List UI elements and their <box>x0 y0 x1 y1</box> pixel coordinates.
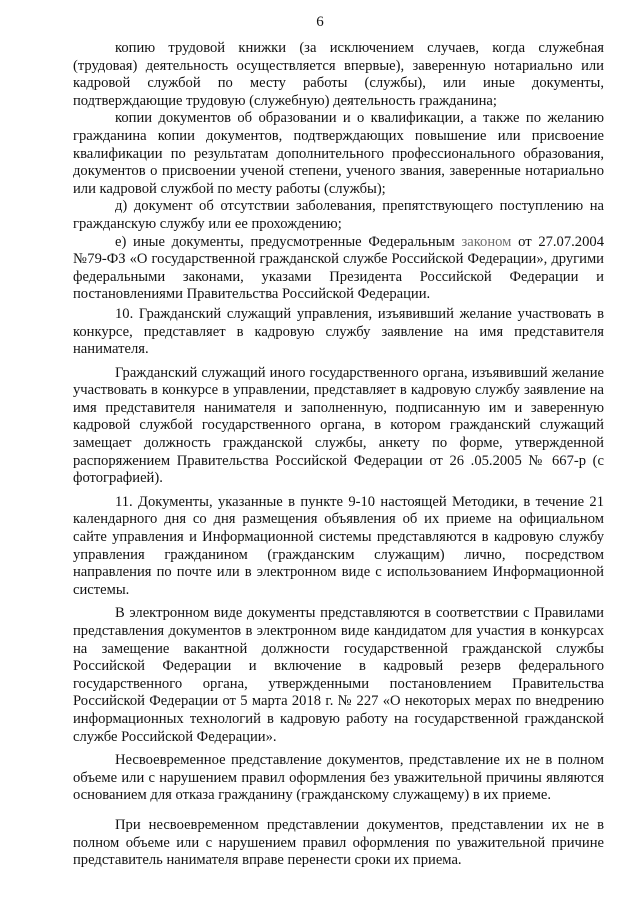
paragraph-late-submission-refusal: Несвоевременное представление документов, представление их не в полном объеме или с нарушением правил оформления без уважительной причины являются основанием для отказа гражданину (гражданскому служащему) в их приеме. <box>73 752 604 804</box>
paragraph-11: 11. Документы, указанные в пункте 9-10 настоящей Методики, в течение 21 календарного дня со дня размещения объявления об их приеме на официальном сайте управления и Информационной системы представляются в кадровую службу управления гражданином (гражданским служащим) лично, посредством направления по почте или в электронном виде с использованием Информационной системы. <box>73 493 604 598</box>
page-number: 6 <box>316 14 324 30</box>
paragraph-education-copies: копии документов об образовании и о квалификации, а также по желанию гражданина копии документов, подтверждающих повышение или присвоение квалификации по результатам дополнительного профессионального образования, документов о присвоении ученой степени, ученого звания, заверенные нотариально или кадровой службой по месту работы (службы); <box>73 110 604 197</box>
paragraph-other-documents <box>73 234 604 304</box>
paragraph-late-submission-valid-reason: При несвоевременном представлении документов, представлении их не в полном объеме или с нарушением правил оформления по уважительной причине представитель нанимателя вправе перенести сроки их приема. <box>73 816 604 869</box>
paragraph-other-documents-end: от 27.07.2004 №79-ФЗ «О государственной гражданской службе Российской Федерации», другими федеральными законами, указами Президента Российской Федерации и постановлениями Правительства Российской Федерации. <box>73 233 604 303</box>
paragraph-electronic-submission: В электронном виде документы представляются в соответствии с Правилами представления документов в электронном виде кандидатом для участия в конкурсах на замещение вакантной должности государственной гражданской службы Российской Федерации и включение в кадровый резерв федерального государственного органа, утвержденными постановлением Правительства Российской Федерации от 5 марта 2018 г. № 227 «О некоторых мерах по внедрению информационных технологий в кадровую работу на государственной гражданской службе Российской Федерации». <box>73 605 604 745</box>
law-link[interactable]: законом <box>461 233 512 250</box>
paragraph-health-document: д) документ об отсутствии заболевания, препятствующего поступлению на гражданскую службу или ее прохождению; <box>73 198 604 232</box>
paragraph-work-record-copy: копию трудовой книжки (за исключением случаев, когда служебная (трудовая) деятельность осуществляется впервые), заверенную нотариально или кадровой службой по месту работы (службы), или иные документы, подтверждающие трудовую (служебную) деятельность гражданина; <box>73 40 604 109</box>
paragraph-other-agency-employee: Гражданский служащий иного государственного органа, изъявивший желание участвовать в конкурсе в управлении, представляет в кадровую службу заявление на имя представителя нанимателя и заполненную, подписанную им и заверенную кадровой службой государственного органа, в котором гражданский служащий замещает должность гражданской службы, анкету по форме, утвержденной распоряжением Правительства Российской Федерации от 26 .05.2005 № 667-р (с фотографией). <box>73 364 604 487</box>
document-body <box>73 40 604 870</box>
paragraph-other-documents-start: е) иные документы, предусмотренные Федеральным <box>115 233 462 250</box>
paragraph-10: 10. Гражданский служащий управления, изъявивший желание участвовать в конкурсе, представляет в кадровую службу заявление на имя представителя нанимателя. <box>73 305 604 358</box>
